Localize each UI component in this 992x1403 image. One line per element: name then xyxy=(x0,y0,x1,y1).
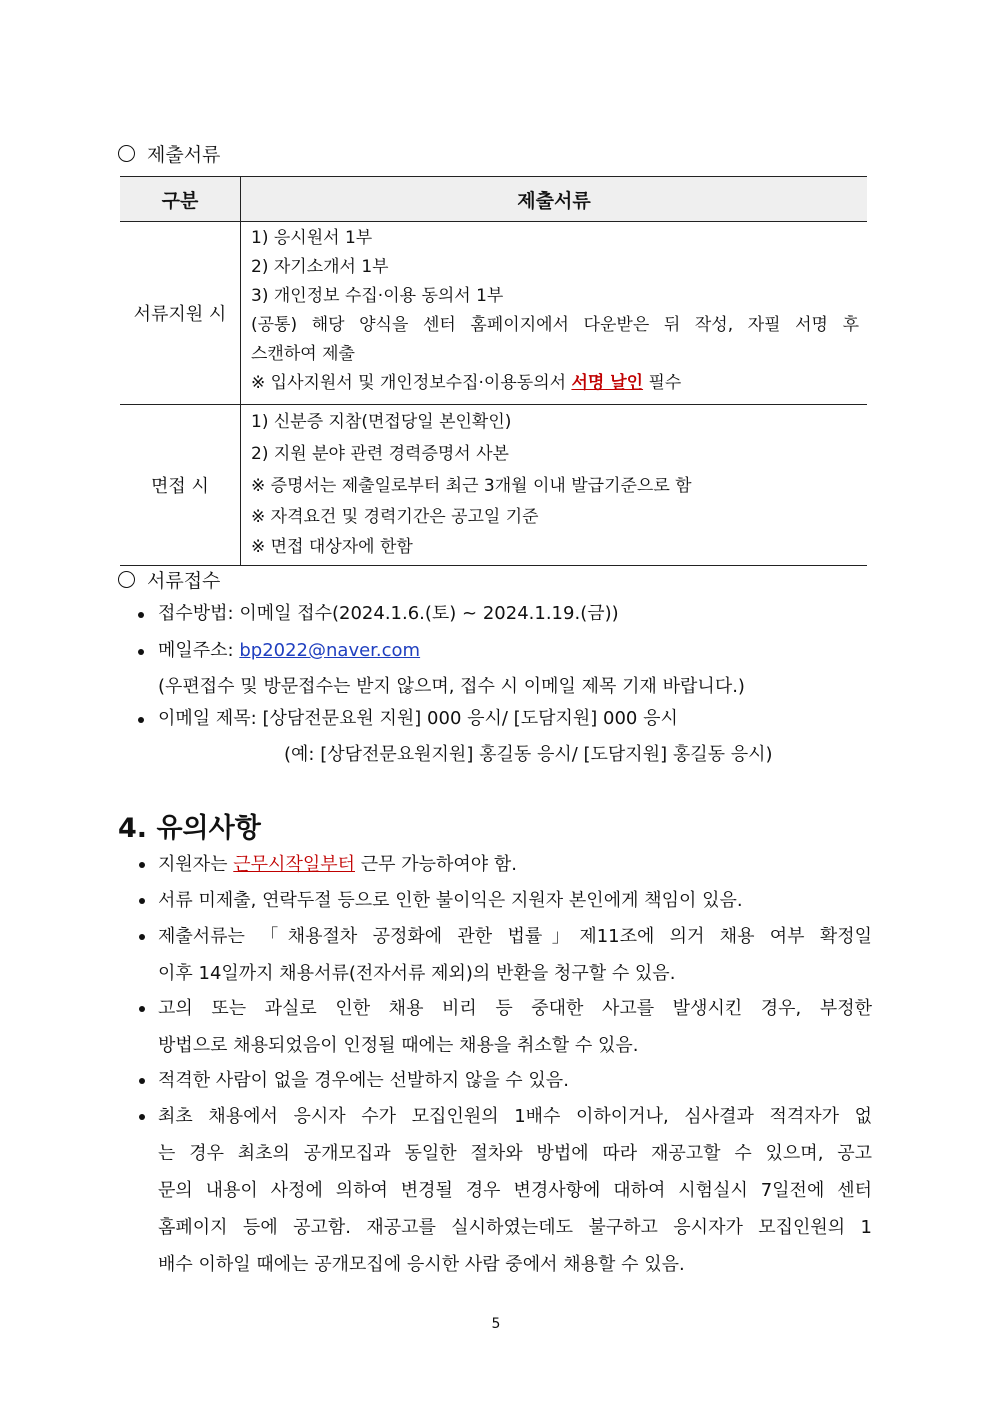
bullet-icon xyxy=(139,1078,145,1084)
doc-line: 3) 개인정보 수집·이용 동의서 1부 xyxy=(251,286,504,306)
note-line xyxy=(158,846,872,883)
circle-bullet-icon xyxy=(118,145,135,162)
start-date-emphasis: 근무시작일부터 xyxy=(233,854,355,875)
bullet-icon xyxy=(139,1114,145,1120)
note-line: 홈페이지 등에 공고함. 재공고를 실시하였는데도 불구하고 응시자가 모집인원의 1 xyxy=(158,1217,872,1238)
doc-line: (공통) 해당 양식을 센터 홈페이지에서 다운받은 뒤 작성, 자필 서명 후 xyxy=(251,315,859,335)
notes-heading: 4. 유의사항 xyxy=(118,813,261,844)
table-row xyxy=(120,222,867,405)
row-documents xyxy=(241,405,868,566)
doc-line: 스캔하여 제출 xyxy=(251,344,355,364)
doc-line: 2) 지원 분야 관련 경력증명서 사본 xyxy=(251,444,509,464)
bullet-icon xyxy=(139,898,145,904)
bullet-icon xyxy=(138,649,144,655)
row-category: 면접 시 xyxy=(120,405,241,566)
note-suffix: 필수 xyxy=(643,373,682,393)
note-item-5 xyxy=(158,1062,872,1099)
email-link[interactable]: bp2022@naver.com xyxy=(239,640,421,661)
doc-line: 1) 응시원서 1부 xyxy=(251,228,373,248)
note-line: 방법으로 채용되었음이 인정될 때에는 채용을 취소할 수 있음. xyxy=(158,1035,639,1056)
doc-line: 2) 자기소개서 1부 xyxy=(251,257,389,277)
note-prefix: 지원자는 xyxy=(158,854,234,875)
doc-line: 1) 신분증 지참(면접당일 본인확인) xyxy=(251,412,512,432)
page-number: 5 xyxy=(491,1316,501,1332)
documents-table xyxy=(120,176,867,566)
note-line: 이후 14일까지 채용서류(전자서류 제외)의 반환을 청구할 수 있음. xyxy=(158,963,676,984)
doc-line: ※ 면접 대상자에 한함 xyxy=(251,537,413,557)
note-item-3 xyxy=(158,918,872,992)
note-line: 는 경우 최초의 공개모집과 동일한 절차와 방법에 따라 재공고할 수 있으며, 공고 xyxy=(158,1143,872,1164)
bullet-icon xyxy=(138,717,144,723)
receipt-email-row xyxy=(158,638,420,664)
circle-bullet-icon xyxy=(118,571,135,588)
doc-line: ※ 증명서는 제출일로부터 최근 3개월 이내 발급기준으로 함 xyxy=(251,476,692,496)
table-row xyxy=(120,405,867,566)
section-docs-label: 제출서류 xyxy=(147,144,221,166)
note-line: 문의 내용이 사정에 의하여 변경될 경우 변경사항에 대하여 시험실시 7일전에 센터 xyxy=(158,1180,872,1201)
note-line: 최초 채용에서 응시자 수가 모집인원의 1배수 이하이거나, 심사결과 적격자가 없 xyxy=(158,1106,872,1127)
note-line: 배수 이하일 때에는 공개모집에 응시한 사람 중에서 채용할 수 있음. xyxy=(158,1254,685,1275)
doc-note xyxy=(251,369,859,398)
email-note: (우편접수 및 방문접수는 받지 않으며, 접수 시 이메일 제목 기재 바랍니다.) xyxy=(158,676,745,697)
table-header-row xyxy=(120,177,867,222)
bullet-icon xyxy=(139,934,145,940)
note-line: 고의 또는 과실로 인한 채용 비리 등 중대한 사고를 발생시킨 경우, 부정한 xyxy=(158,998,872,1019)
email-subject: 이메일 제목: [상담전문요원 지원] 000 응시/ [도담지원] 000 응시 xyxy=(158,708,678,729)
note-line: 적격한 사람이 없을 경우에는 선발하지 않을 수 있음. xyxy=(158,1070,569,1091)
section-receipt-label: 서류접수 xyxy=(147,570,221,592)
email-label: 메일주소: xyxy=(158,640,240,661)
row-category: 서류지원 시 xyxy=(120,222,241,405)
bullet-icon xyxy=(139,862,145,868)
section-docs-title xyxy=(118,140,220,167)
bullet-icon xyxy=(139,1006,145,1012)
row-documents xyxy=(241,222,868,405)
note-item-2 xyxy=(158,882,872,919)
doc-line: ※ 자격요건 및 경력기간은 공고일 기준 xyxy=(251,507,539,527)
email-subject-example: (예: [상담전문요원지원] 홍길동 응시/ [도담지원] 홍길동 응시) xyxy=(284,744,773,765)
header-documents: 제출서류 xyxy=(241,177,868,222)
signature-emphasis: 서명 날인 xyxy=(571,373,644,393)
header-category: 구분 xyxy=(120,177,241,222)
note-prefix: ※ 입사지원서 및 개인정보수집·이용동의서 xyxy=(251,373,572,393)
note-line: 제출서류는 「채용절차 공정화에 관한 법률」제11조에 의거 채용 여부 확정일 xyxy=(158,926,872,947)
note-item-4 xyxy=(158,990,872,1064)
note-line: 서류 미제출, 연락두절 등으로 인한 불이익은 지원자 본인에게 책임이 있음. xyxy=(158,890,743,911)
section-receipt-title xyxy=(118,566,220,593)
note-item-1 xyxy=(158,846,872,883)
bullet-icon xyxy=(138,612,144,618)
receipt-method: 접수방법: 이메일 접수(2024.1.6.(토) ~ 2024.1.19.(금)) xyxy=(158,603,619,624)
note-item-6 xyxy=(158,1098,872,1283)
note-suffix: 근무 가능하여야 함. xyxy=(355,854,517,875)
